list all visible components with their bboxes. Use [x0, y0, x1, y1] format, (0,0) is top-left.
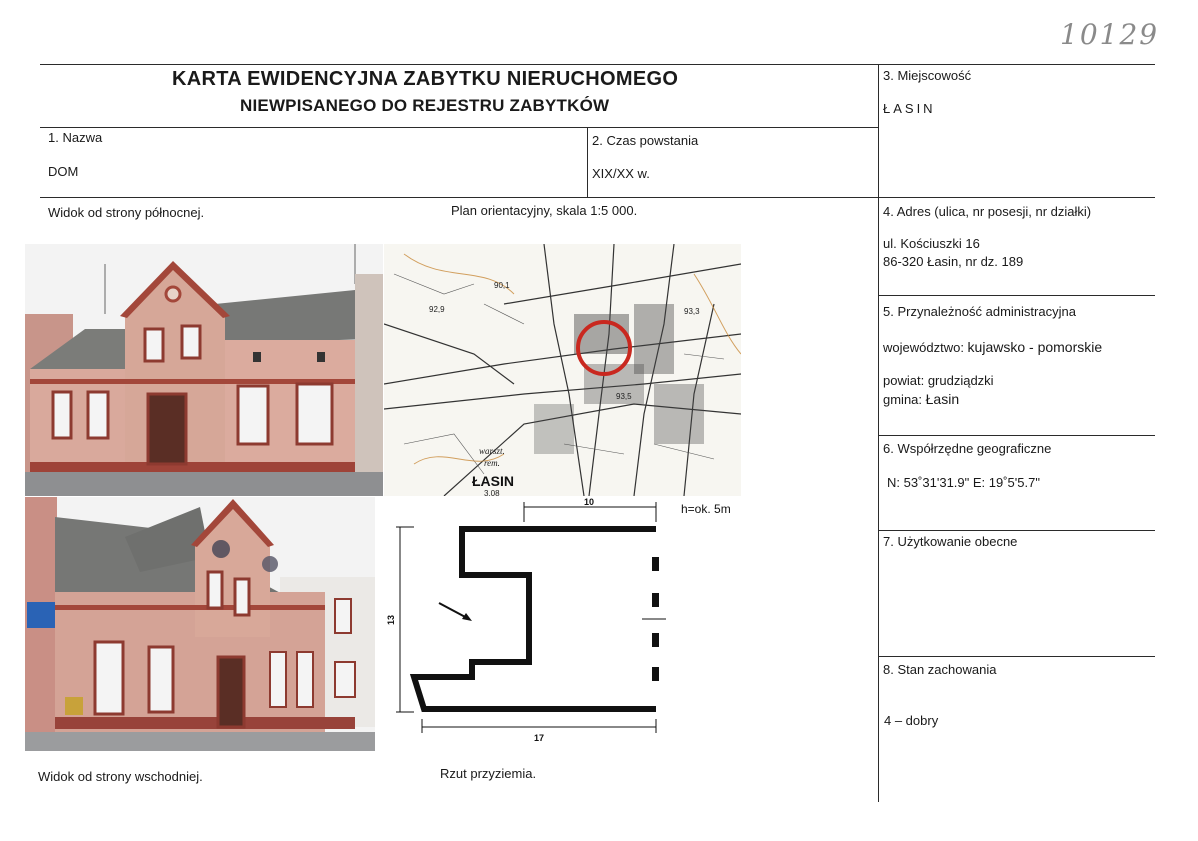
- place-value: ŁASIN: [883, 101, 936, 116]
- gmina-row: [883, 391, 959, 407]
- name-label: 1. Nazwa: [48, 130, 103, 145]
- plan-dim-bottom: 17: [534, 733, 545, 743]
- voivodeship-row: [883, 339, 1102, 355]
- plan-dim-side: 13: [386, 614, 396, 625]
- voivodeship-value: kujawsko - pomorskie: [967, 339, 1103, 355]
- map-town-label: ŁASIN: [472, 473, 514, 489]
- gmina-label: gmina:: [883, 392, 926, 407]
- photo-north-view: [25, 244, 383, 496]
- condition-value: 4 – dobry: [884, 713, 939, 728]
- map-bottom-label: 3,08: [484, 489, 500, 496]
- gmina-value: Łasin: [925, 391, 960, 407]
- catalog-number-handwritten: 10129: [1060, 18, 1160, 51]
- condition-label: 8. Stan zachowania: [883, 662, 997, 677]
- caption-ground-plan: Rzut przyziemia.: [440, 766, 537, 781]
- map-spot-elevation-3: 93,3: [684, 307, 700, 316]
- name-value: DOM: [48, 164, 79, 179]
- place-label: 3. Miejscowość: [883, 68, 972, 83]
- plan-dim-top: 10: [584, 497, 595, 507]
- coords-label: 6. Współrzędne geograficzne: [883, 441, 1052, 456]
- admin-bottom-border: [878, 435, 1155, 436]
- address-line1: ul. Kościuszki 16: [883, 236, 980, 251]
- map-spot-elevation-1: 90,1: [494, 281, 510, 290]
- name-row-bottom-border: [40, 197, 1155, 198]
- address-label: 4. Adres (ulica, nr posesji, nr działki): [883, 204, 1092, 219]
- caption-plan: Plan orientacyjny, skala 1:5 000.: [451, 203, 638, 218]
- caption-north-view: Widok od strony północnej.: [48, 205, 205, 220]
- coords-bottom-border: [878, 530, 1155, 531]
- address-bottom-border: [878, 295, 1155, 296]
- coords-value: N: 53˚31'31.9" E: 19˚5'5.7": [887, 475, 1040, 490]
- powiat-label: powiat:: [883, 373, 928, 388]
- plan-height-note: h=ok. 5m: [681, 502, 731, 516]
- caption-east-view: Widok od strony wschodniej.: [38, 769, 203, 784]
- admin-label: 5. Przynależność administracyjna: [883, 304, 1076, 319]
- top-border: [40, 64, 1155, 65]
- date-value: XIX/XX w.: [592, 166, 650, 181]
- photo-east-view: [25, 497, 375, 751]
- map-spot-elevation-4: 93,5: [616, 392, 632, 401]
- map-label-warsztat: warszt.: [479, 446, 505, 456]
- powiat-value: grudziądzki: [927, 373, 994, 388]
- voivodeship-label: województwo:: [883, 340, 968, 355]
- usage-bottom-border: [878, 656, 1155, 657]
- map-spot-elevation-2: 92,9: [429, 305, 445, 314]
- orientation-map: [384, 244, 741, 496]
- title-bottom-border: [40, 127, 878, 128]
- name-date-divider: [587, 127, 588, 197]
- right-column-divider: [878, 64, 879, 802]
- address-line2: 86-320 Łasin, nr dz. 189: [883, 254, 1024, 269]
- ground-floor-plan: [384, 497, 741, 751]
- usage-label: 7. Użytkowanie obecne: [883, 534, 1018, 549]
- powiat-row: [883, 373, 994, 388]
- card-title-line2: NIEWPISANEGO DO REJESTRU ZABYTKÓW: [240, 96, 610, 115]
- date-label: 2. Czas powstania: [592, 133, 699, 148]
- card-title-line1: KARTA EWIDENCYJNA ZABYTKU NIERUCHOMEGO: [172, 68, 679, 90]
- map-label-rem: rem.: [484, 458, 500, 468]
